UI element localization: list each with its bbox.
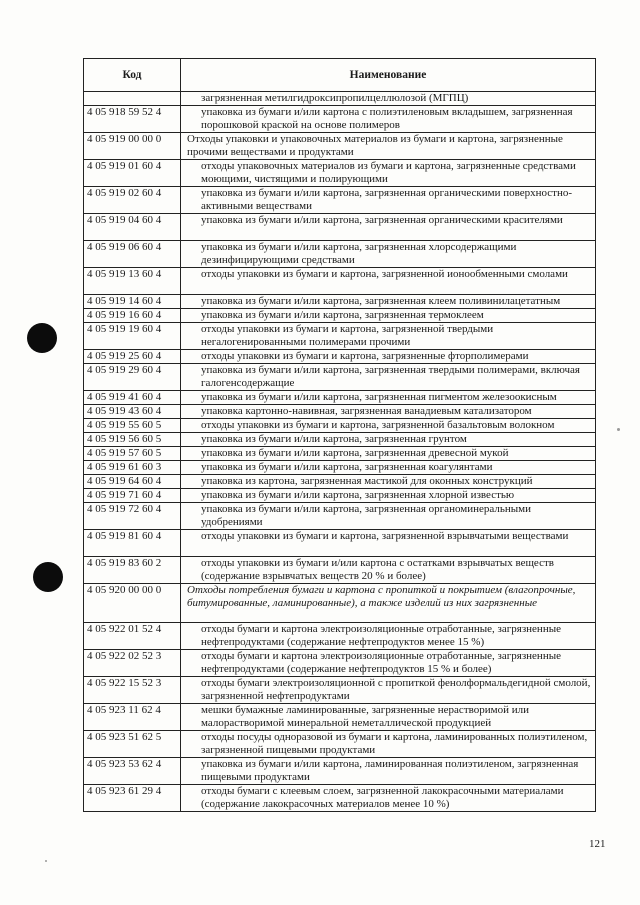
waste-name-cell: упаковка из бумаги и/или картона, загрязненная пигментом железоокисным bbox=[181, 391, 596, 405]
table-body bbox=[84, 92, 596, 812]
waste-code-cell: 4 05 919 57 60 5 bbox=[84, 447, 181, 461]
table-row bbox=[84, 214, 596, 241]
waste-code-cell: 4 05 919 61 60 3 bbox=[84, 461, 181, 475]
waste-name-cell: Отходы потребления бумаги и картона с пропиткой и покрытием (влагопрочные, битумированные, ламинированные), а также изделий из них загрязненные bbox=[181, 584, 596, 623]
waste-name-cell: Отходы упаковки и упаковочных материалов из бумаги и картона, загрязненные прочими веществами и продуктами bbox=[181, 133, 596, 160]
scan-speck bbox=[45, 860, 47, 862]
table-row bbox=[84, 309, 596, 323]
waste-code-cell: 4 05 922 01 52 4 bbox=[84, 623, 181, 650]
waste-name-cell: отходы упаковки из бумаги и картона, загрязненной твердыми негалогенированными полимерами прочими bbox=[181, 323, 596, 350]
table-row bbox=[84, 405, 596, 419]
waste-name-cell: отходы бумаги и картона электроизоляционные отработанные, загрязненные нефтепродуктами (содержание нефтепродуктов 15 % и более) bbox=[181, 650, 596, 677]
waste-code-cell: 4 05 919 25 60 4 bbox=[84, 350, 181, 364]
waste-name-cell: отходы упаковки из бумаги и картона, загрязненной базальтовым волокном bbox=[181, 419, 596, 433]
table-row bbox=[84, 268, 596, 295]
table-row bbox=[84, 419, 596, 433]
waste-code-cell: 4 05 919 81 60 4 bbox=[84, 530, 181, 557]
waste-code-cell: 4 05 919 29 60 4 bbox=[84, 364, 181, 391]
table-row bbox=[84, 489, 596, 503]
table-row bbox=[84, 433, 596, 447]
table-row bbox=[84, 584, 596, 623]
waste-code-cell: 4 05 918 59 52 4 bbox=[84, 106, 181, 133]
waste-name-cell: упаковка из бумаги и/или картона, загрязненная древесной мукой bbox=[181, 447, 596, 461]
waste-name-cell: отходы упаковки из бумаги и картона, загрязненной взрывчатыми веществами bbox=[181, 530, 596, 557]
table-row bbox=[84, 731, 596, 758]
table-row bbox=[84, 350, 596, 364]
table-row bbox=[84, 677, 596, 704]
waste-name-cell: упаковка из бумаги и/или картона, загрязненная коагулянтами bbox=[181, 461, 596, 475]
waste-code-cell: 4 05 923 11 62 4 bbox=[84, 704, 181, 731]
punch-hole-mark bbox=[27, 323, 57, 353]
waste-code-cell: 4 05 919 41 60 4 bbox=[84, 391, 181, 405]
table-row bbox=[84, 364, 596, 391]
waste-code-cell: 4 05 919 16 60 4 bbox=[84, 309, 181, 323]
waste-name-cell: упаковка из бумаги и/или картона, ламинированная полиэтиленом, загрязненная пищевыми продуктами bbox=[181, 758, 596, 785]
waste-name-cell: упаковка из бумаги и/или картона, загрязненная органоминеральными удобрениями bbox=[181, 503, 596, 530]
waste-name-cell: упаковка из бумаги и/или картона, загрязненная органическими красителями bbox=[181, 214, 596, 241]
waste-code-cell bbox=[84, 92, 181, 106]
waste-code-cell: 4 05 919 00 00 0 bbox=[84, 133, 181, 160]
waste-name-cell: упаковка из бумаги и/или картона, загрязненная хлорной известью bbox=[181, 489, 596, 503]
table-row bbox=[84, 503, 596, 530]
waste-name-cell: упаковка из бумаги и/или картона, загрязненная твердыми полимерами, включая галогенсодержащие bbox=[181, 364, 596, 391]
waste-code-cell: 4 05 919 43 60 4 bbox=[84, 405, 181, 419]
table-row bbox=[84, 323, 596, 350]
waste-name-cell: упаковка из бумаги и/или картона с полиэтиленовым вкладышем, загрязненная порошковой краской на основе полимеров bbox=[181, 106, 596, 133]
column-header-code: Код bbox=[84, 59, 181, 92]
waste-name-cell: упаковка из бумаги и/или картона, загрязненная хлорсодержащими дезинфицирующими средствами bbox=[181, 241, 596, 268]
page-number: 121 bbox=[589, 838, 606, 850]
waste-name-cell: отходы упаковочных материалов из бумаги и картона, загрязненные средствами моющими, чистящими и полирующими bbox=[181, 160, 596, 187]
waste-code-cell: 4 05 923 51 62 5 bbox=[84, 731, 181, 758]
waste-code-cell: 4 05 922 02 52 3 bbox=[84, 650, 181, 677]
table-row bbox=[84, 241, 596, 268]
table-row bbox=[84, 160, 596, 187]
waste-code-cell: 4 05 919 19 60 4 bbox=[84, 323, 181, 350]
waste-name-cell: отходы бумаги и картона электроизоляционные отработанные, загрязненные нефтепродуктами (содержание нефтепродуктов менее 15 %) bbox=[181, 623, 596, 650]
waste-name-cell: упаковка из бумаги и/или картона, загрязненная термоклеем bbox=[181, 309, 596, 323]
punch-hole-mark bbox=[33, 562, 63, 592]
table-row bbox=[84, 650, 596, 677]
table-row bbox=[84, 295, 596, 309]
table-row bbox=[84, 785, 596, 812]
waste-name-cell: отходы посуды одноразовой из бумаги и картона, ламинированных полиэтиленом, загрязненной пищевыми продуктами bbox=[181, 731, 596, 758]
waste-name-cell: отходы упаковки из бумаги и/или картона с остатками взрывчатых веществ (содержание взрывчатых веществ 20 % и более) bbox=[181, 557, 596, 584]
waste-code-cell: 4 05 919 02 60 4 bbox=[84, 187, 181, 214]
waste-name-cell: упаковка из бумаги и/или картона, загрязненная органическими поверхностно-активными веществами bbox=[181, 187, 596, 214]
waste-code-cell: 4 05 919 56 60 5 bbox=[84, 433, 181, 447]
waste-code-cell: 4 05 919 04 60 4 bbox=[84, 214, 181, 241]
table-row bbox=[84, 133, 596, 160]
waste-name-cell: отходы упаковки из бумаги и картона, загрязненной ионообменными смолами bbox=[181, 268, 596, 295]
waste-code-cell: 4 05 923 53 62 4 bbox=[84, 758, 181, 785]
waste-code-cell: 4 05 919 14 60 4 bbox=[84, 295, 181, 309]
waste-code-cell: 4 05 919 55 60 5 bbox=[84, 419, 181, 433]
table-row bbox=[84, 557, 596, 584]
waste-code-cell: 4 05 919 13 60 4 bbox=[84, 268, 181, 295]
waste-name-cell: мешки бумажные ламинированные, загрязненные нерастворимой или малорастворимой минеральной неметаллической продукцией bbox=[181, 704, 596, 731]
waste-name-cell: отходы упаковки из бумаги и картона, загрязненные фторполимерами bbox=[181, 350, 596, 364]
table-row bbox=[84, 187, 596, 214]
table-row bbox=[84, 447, 596, 461]
waste-code-cell: 4 05 920 00 00 0 bbox=[84, 584, 181, 623]
table-row bbox=[84, 704, 596, 731]
table-row bbox=[84, 530, 596, 557]
table-row bbox=[84, 106, 596, 133]
table-row bbox=[84, 475, 596, 489]
waste-code-cell: 4 05 919 06 60 4 bbox=[84, 241, 181, 268]
table-row bbox=[84, 758, 596, 785]
waste-name-cell: упаковка картонно-навивная, загрязненная ванадиевым катализатором bbox=[181, 405, 596, 419]
waste-name-cell: упаковка из картона, загрязненная мастикой для оконных конструкций bbox=[181, 475, 596, 489]
waste-code-cell: 4 05 919 01 60 4 bbox=[84, 160, 181, 187]
scan-speck bbox=[617, 428, 620, 431]
waste-code-cell: 4 05 919 64 60 4 bbox=[84, 475, 181, 489]
column-header-name: Наименование bbox=[181, 59, 596, 92]
waste-name-cell: упаковка из бумаги и/или картона, загрязненная клеем поливинилацетатным bbox=[181, 295, 596, 309]
table-row bbox=[84, 623, 596, 650]
waste-code-table bbox=[83, 58, 596, 812]
waste-code-cell: 4 05 919 71 60 4 bbox=[84, 489, 181, 503]
table-header-row bbox=[84, 59, 596, 92]
table-row bbox=[84, 391, 596, 405]
waste-name-cell: отходы бумаги электроизоляционной с пропиткой фенолформальдегидной смолой, загрязненной нефтепродуктами bbox=[181, 677, 596, 704]
waste-code-cell: 4 05 922 15 52 3 bbox=[84, 677, 181, 704]
table-row bbox=[84, 461, 596, 475]
waste-name-cell: отходы бумаги с клеевым слоем, загрязненной лакокрасочными материалами (содержание лакокрасочных материалов менее 10 %) bbox=[181, 785, 596, 812]
waste-code-cell: 4 05 919 72 60 4 bbox=[84, 503, 181, 530]
waste-name-cell: упаковка из бумаги и/или картона, загрязненная грунтом bbox=[181, 433, 596, 447]
table-row bbox=[84, 92, 596, 106]
waste-name-cell: загрязненная метилгидроксипропилцеллюлозой (МГПЦ) bbox=[181, 92, 596, 106]
waste-code-cell: 4 05 919 83 60 2 bbox=[84, 557, 181, 584]
waste-code-cell: 4 05 923 61 29 4 bbox=[84, 785, 181, 812]
